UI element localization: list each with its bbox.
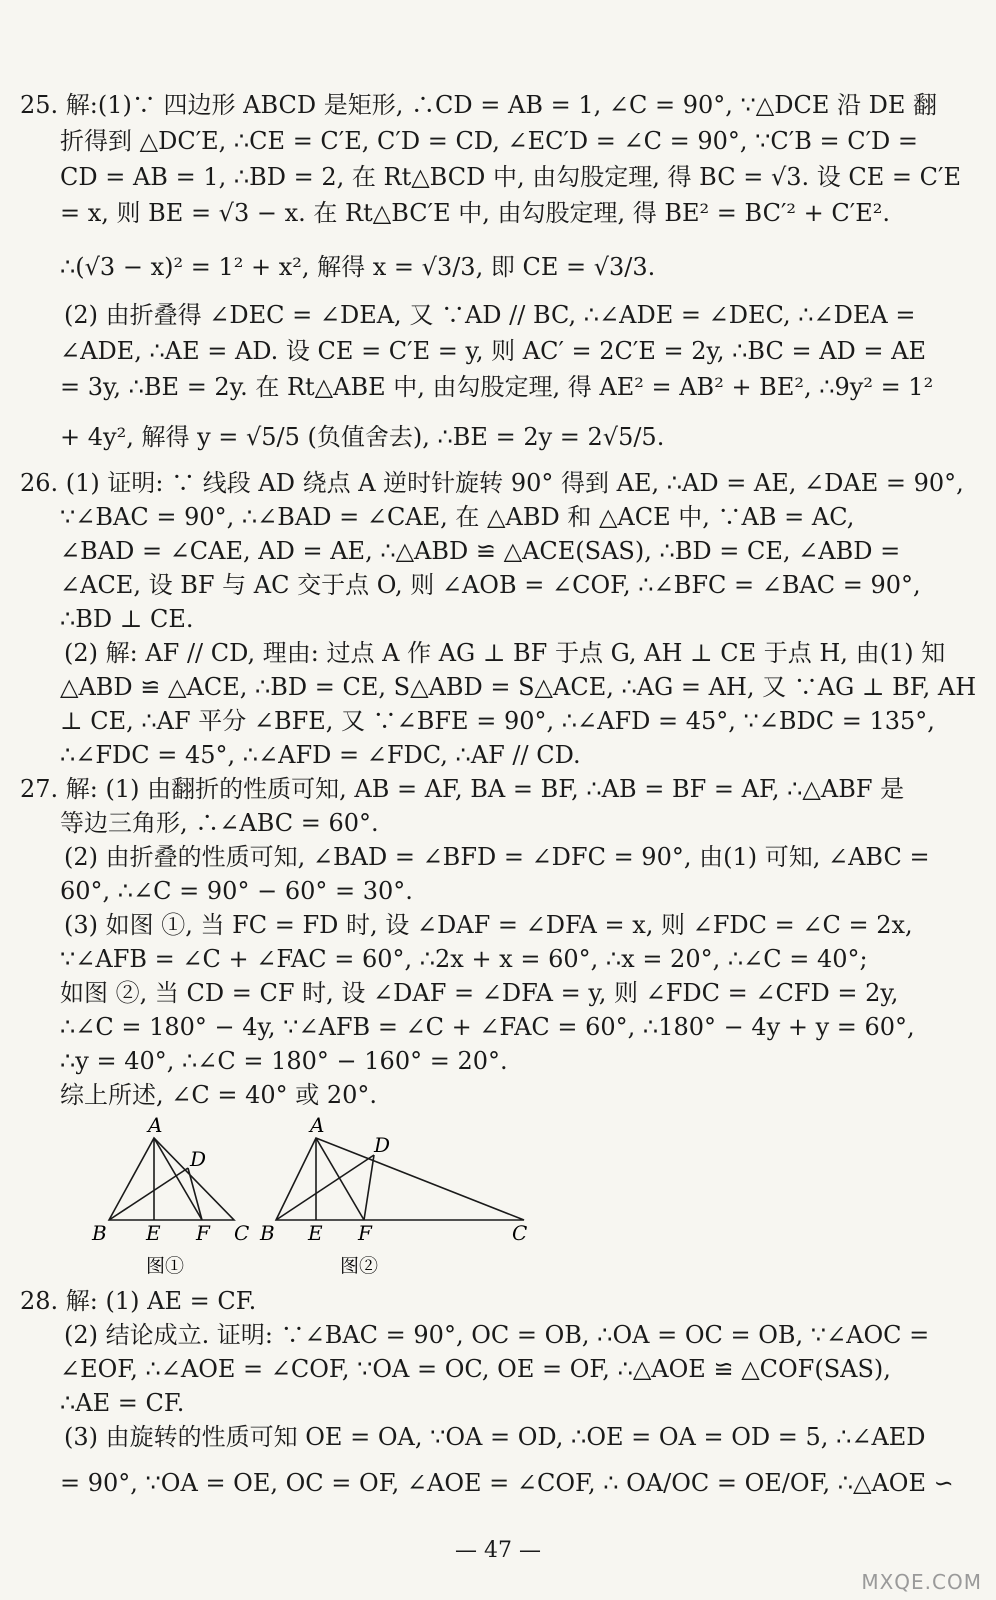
fig1-point-label: A: [148, 1113, 163, 1137]
fig2-caption: 图②: [340, 1255, 379, 1277]
fig2-point-label: F: [358, 1221, 372, 1245]
fig1-line-bd: [109, 1168, 188, 1220]
figure-1: [109, 1138, 234, 1220]
geometry-figures: [84, 1110, 544, 1285]
text-line: 26. (1) 证明: ∵ 线段 AD 绕点 A 逆时针旋转 90° 得到 AE, ∴AD = AE, ∠DAE = 90°,: [20, 469, 964, 497]
text-line: 25. 解:(1)∵ 四边形 ABCD 是矩形, ∴CD = AB = 1, ∠C = 90°, ∵△DCE 沿 DE 翻: [20, 91, 938, 119]
text-line: (3) 如图 ①, 当 FC = FD 时, 设 ∠DAF = ∠DFA = x, 则 ∠FDC = ∠C = 2x,: [64, 911, 913, 939]
text-line: (2) 解: AF // CD, 理由: 过点 A 作 AG ⊥ BF 于点 G, AH ⊥ CE 于点 H, 由(1) 知: [64, 639, 946, 667]
fig2-point-label: E: [308, 1221, 323, 1245]
fig2-point-label: C: [512, 1221, 528, 1245]
text-line: ∠EOF, ∴∠AOE = ∠COF, ∵OA = OC, OE = OF, ∴△AOE ≌ △COF(SAS),: [60, 1355, 891, 1383]
fig2-line-bd: [276, 1155, 374, 1220]
text-line: (2) 由折叠的性质可知, ∠BAD = ∠BFD = ∠DFC = 90°, 由(1) 可知, ∠ABC =: [64, 843, 930, 871]
fig1-point-label: D: [190, 1147, 207, 1171]
text-line: 28. 解: (1) AE = CF.: [20, 1287, 257, 1315]
fig1-point-label: F: [196, 1221, 210, 1245]
text-line: ∠ACE, 设 BF 与 AC 交于点 O, 则 ∠AOB = ∠COF, ∴∠BFC = ∠BAC = 90°,: [60, 571, 921, 599]
text-line: = 3y, ∴BE = 2y. 在 Rt△ABE 中, 由勾股定理, 得 AE² = AB² + BE², ∴9y² = 1²: [60, 373, 934, 401]
text-line: = x, 则 BE = √3 − x. 在 Rt△BC′E 中, 由勾股定理, 得 BE² = BC′² + C′E².: [60, 199, 891, 227]
geometry-figure-svg: [84, 1110, 544, 1285]
text-line: ∴y = 40°, ∴∠C = 180° − 160° = 20°.: [60, 1047, 508, 1075]
fig2-point-label: D: [374, 1133, 391, 1157]
fig2-point-label: B: [260, 1221, 275, 1245]
text-line: (2) 结论成立. 证明: ∵∠BAC = 90°, OC = OB, ∴OA = OC = OB, ∵∠AOC =: [64, 1321, 930, 1349]
text-line: = 90°, ∵OA = OE, OC = OF, ∠AOE = ∠COF, ∴ OA/OC = OE/OF, ∴△AOE ∽: [60, 1469, 954, 1497]
text-line: △ABD ≌ △ACE, ∴BD = CE, S△ABD = S△ACE, ∴AG = AH, 又 ∵AG ⊥ BF, AH: [60, 673, 976, 701]
fig1-labels: [91, 1113, 249, 1277]
fig2-labels: [259, 1113, 527, 1277]
text-line: ∴AE = CF.: [60, 1389, 185, 1417]
fig1-point-label: E: [146, 1221, 161, 1245]
text-line: ∴∠C = 180° − 4y, ∵∠AFB = ∠C + ∠FAC = 60°, ∴180° − 4y + y = 60°,: [60, 1013, 915, 1041]
text-line: 等边三角形, ∴∠ABC = 60°.: [60, 809, 379, 837]
text-line: ⊥ CE, ∴AF 平分 ∠BFE, 又 ∵∠BFE = 90°, ∴∠AFD = 45°, ∵∠BDC = 135°,: [60, 707, 935, 735]
text-line: ∴∠FDC = 45°, ∴∠AFD = ∠FDC, ∴AF // CD.: [60, 741, 581, 769]
text-line: + 4y², 解得 y = √5/5 (负值舍去), ∴BE = 2y = 2√5/5.: [60, 423, 665, 451]
text-line: ∠BAD = ∠CAE, AD = AE, ∴△ABD ≌ △ACE(SAS), ∴BD = CE, ∠ABD =: [60, 537, 901, 565]
text-line: ∴(√3 − x)² = 1² + x², 解得 x = √3/3, 即 CE = √3/3.: [60, 253, 656, 281]
text-line: (2) 由折叠得 ∠DEC = ∠DEA, 又 ∵AD // BC, ∴∠ADE = ∠DEC, ∴∠DEA =: [64, 301, 916, 329]
text-line: (3) 由旋转的性质可知 OE = OA, ∵OA = OD, ∴OE = OA = OD = 5, ∴∠AED: [64, 1423, 926, 1451]
fig1-line-df: [188, 1168, 202, 1220]
fig2-line-df: [364, 1155, 374, 1220]
text-line: 综上所述, ∠C = 40° 或 20°.: [60, 1081, 378, 1109]
text-line: ∴BD ⊥ CE.: [60, 605, 194, 633]
text-line: 60°, ∴∠C = 90° − 60° = 30°.: [60, 877, 413, 905]
page-number: — 47 —: [455, 1538, 541, 1563]
text-line: ∵∠AFB = ∠C + ∠FAC = 60°, ∴2x + x = 60°, ∴x = 20°, ∴∠C = 40°;: [60, 945, 868, 973]
text-line: ∠ADE, ∴AE = AD. 设 CE = C′E = y, 则 AC′ = 2C′E = 2y, ∴BC = AD = AE: [60, 337, 927, 365]
watermark-text: MXQE.COM: [861, 1570, 982, 1594]
text-line: 如图 ②, 当 CD = CF 时, 设 ∠DAF = ∠DFA = y, 则 ∠FDC = ∠CFD = 2y,: [60, 979, 899, 1007]
text-line: 27. 解: (1) 由翻折的性质可知, AB = AF, BA = BF, ∴AB = BF = AF, ∴△ABF 是: [20, 775, 905, 803]
fig2-triangle-abc: [276, 1138, 524, 1220]
text-line: ∵∠BAC = 90°, ∴∠BAD = ∠CAE, 在 △ABD 和 △ACE 中, ∵AB = AC,: [60, 503, 855, 531]
text-line: CD = AB = 1, ∴BD = 2, 在 Rt△BCD 中, 由勾股定理, 得 BC = √3. 设 CE = C′E: [60, 163, 961, 191]
fig1-caption: 图①: [146, 1255, 185, 1277]
text-line: 折得到 △DC′E, ∴CE = C′E, C′D = CD, ∠EC′D = ∠C = 90°, ∵C′B = C′D =: [60, 127, 919, 155]
fig1-point-label: B: [92, 1221, 107, 1245]
fig1-point-label: C: [234, 1221, 250, 1245]
figure-2: [276, 1138, 524, 1220]
fig2-line-af: [316, 1138, 364, 1220]
fig2-point-label: A: [310, 1113, 325, 1137]
